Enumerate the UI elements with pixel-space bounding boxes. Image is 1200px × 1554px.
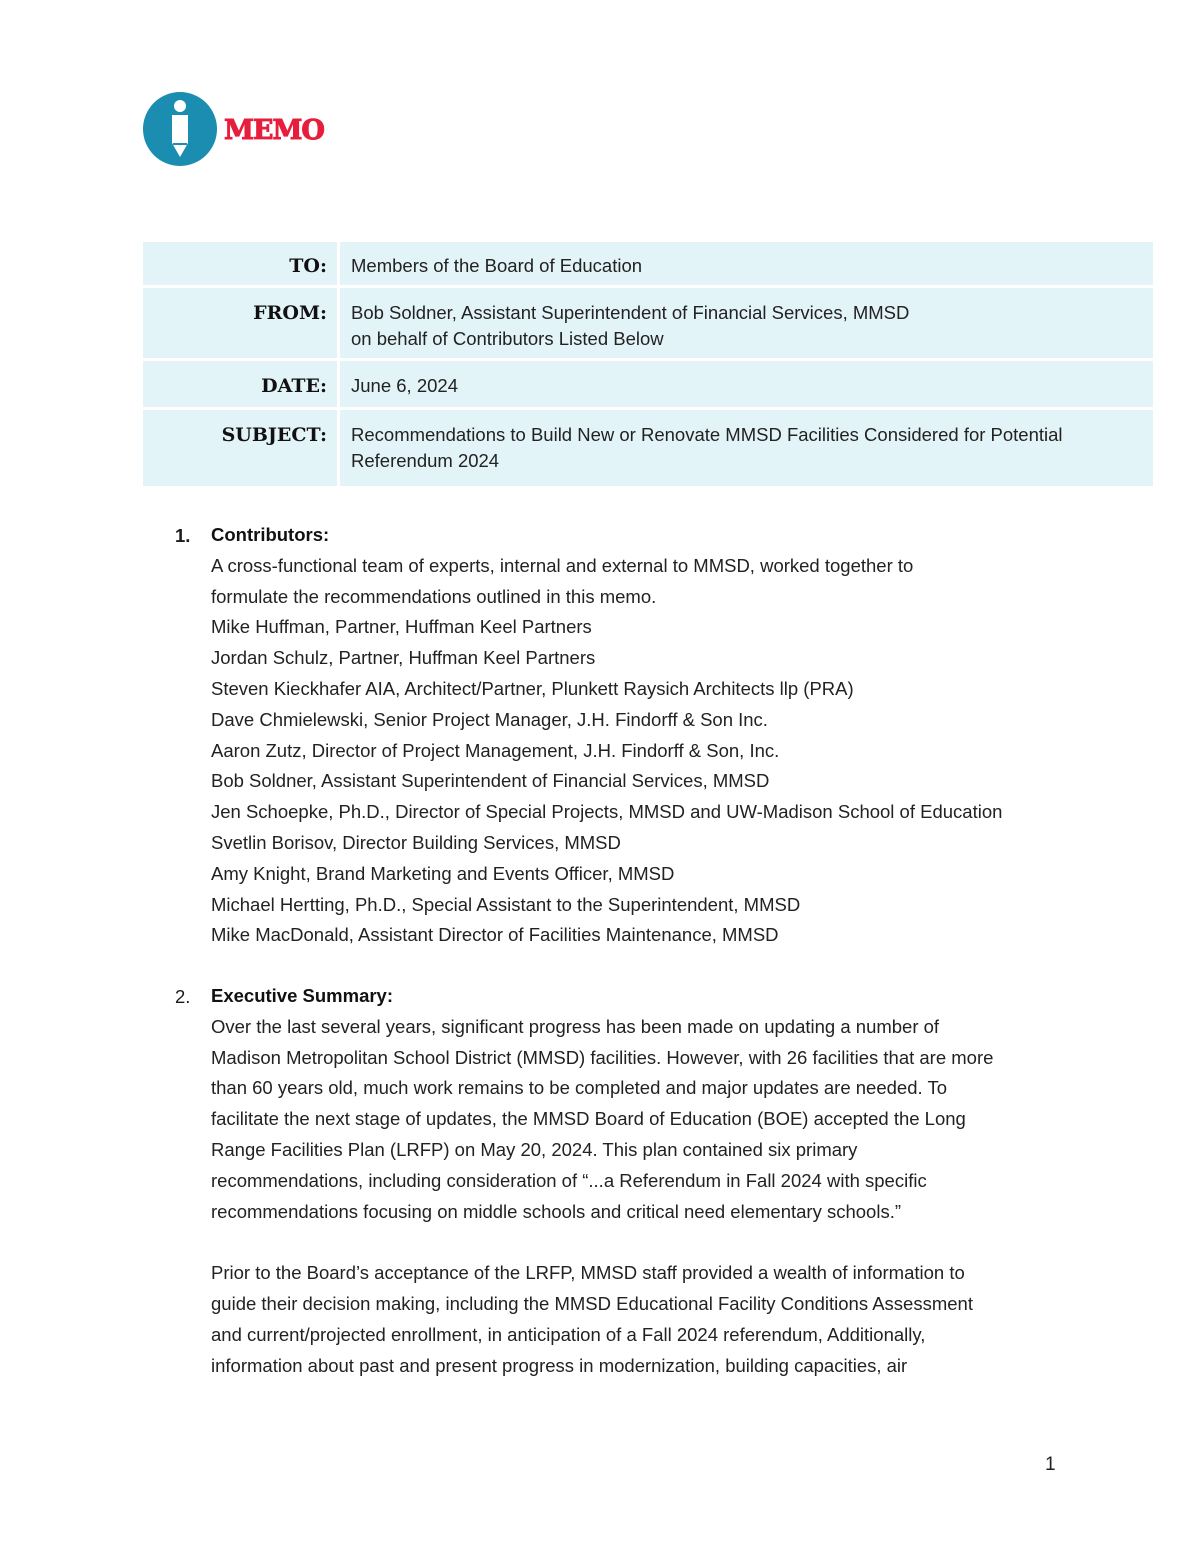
memo-wordmark: MEMO	[224, 114, 324, 146]
summary-line: Over the last several years, significant progress has been made on updating a number of	[211, 1015, 940, 1037]
from-value	[340, 288, 1153, 361]
to-label: TO:	[143, 242, 340, 288]
contributor-item: Bob Soldner, Assistant Superintendent of Financial Services, MMSD	[211, 770, 770, 792]
summary-line: Prior to the Board’s acceptance of the LRFP, MMSD staff provided a wealth of information to	[211, 1262, 965, 1284]
contributor-item: Michael Hertting, Ph.D., Special Assistant to the Superintendent, MMSD	[211, 893, 801, 915]
section-number: 2.	[175, 986, 191, 1007]
contributor-item: Jordan Schulz, Partner, Huffman Keel Partners	[211, 647, 596, 669]
subject-value-line: Referendum 2024	[351, 450, 500, 471]
date-row	[143, 361, 1153, 410]
section-body	[211, 520, 1071, 951]
contributor-item: Amy Knight, Brand Marketing and Events Officer, MMSD	[211, 862, 675, 884]
summary-line: guide their decision making, including the MMSD Educational Facility Conditions Assessment	[211, 1292, 973, 1314]
info-pencil-icon	[142, 91, 218, 167]
summary-line: facilitate the next stage of updates, the MMSD Board of Education (BOE) accepted the Long	[211, 1108, 966, 1130]
contributor-item: Steven Kieckhafer AIA, Architect/Partner, Plunkett Raysich Architects llp (PRA)	[211, 677, 854, 699]
from-value-line: on behalf of Contributors Listed Below	[351, 328, 664, 349]
summary-paragraph	[211, 1012, 1071, 1228]
intro-line: A cross-functional team of experts, internal and external to MMSD, worked together to	[211, 554, 914, 576]
to-row	[143, 242, 1153, 288]
section-title: Executive Summary:	[211, 985, 394, 1006]
memo-logo	[142, 90, 324, 168]
memo-header-table	[143, 242, 1153, 486]
intro-line: formulate the recommendations outlined in this memo.	[211, 585, 657, 607]
from-row	[143, 288, 1153, 361]
contributor-item: Mike Huffman, Partner, Huffman Keel Partners	[211, 616, 592, 638]
contributor-item: Jen Schoepke, Ph.D., Director of Special Projects, MMSD and UW-Madison School of Education	[211, 801, 1003, 823]
contributor-item: Svetlin Borisov, Director Building Services, MMSD	[211, 831, 621, 853]
from-label: FROM:	[143, 288, 340, 361]
summary-line: than 60 years old, much work remains to be completed and major updates are needed. To	[211, 1077, 947, 1099]
section-number: 1.	[175, 525, 191, 546]
summary-line: Madison Metropolitan School District (MMSD) facilities. However, with 26 facilities that are more	[211, 1046, 994, 1068]
contributor-item: Aaron Zutz, Director of Project Management, J.H. Findorff & Son, Inc.	[211, 739, 780, 761]
summary-line: recommendations focusing on middle schools and critical need elementary schools.”	[211, 1200, 901, 1222]
contributor-item: Dave Chmielewski, Senior Project Manager, J.H. Findorff & Son Inc.	[211, 708, 768, 730]
subject-value	[340, 410, 1153, 486]
date-value: June 6, 2024	[340, 361, 1153, 410]
summary-line: information about past and present progress in modernization, building capacities, air	[211, 1354, 908, 1376]
contributor-item: Mike MacDonald, Assistant Director of Facilities Maintenance, MMSD	[211, 924, 779, 946]
summary-line: and current/projected enrollment, in anticipation of a Fall 2024 referendum, Additionally,	[211, 1323, 926, 1345]
subject-value-line: Recommendations to Build New or Renovate MMSD Facilities Considered for Potential	[351, 424, 1063, 445]
summary-line: recommendations, including consideration of “...a Referendum in Fall 2024 with specific	[211, 1169, 927, 1191]
section-body	[211, 981, 1071, 1381]
summary-line: Range Facilities Plan (LRFP) on May 20, 2024. This plan contained six primary	[211, 1138, 858, 1160]
page-number: 1	[1045, 1454, 1056, 1475]
subject-label: SUBJECT:	[143, 410, 340, 486]
to-value: Members of the Board of Education	[340, 242, 1153, 288]
section-title: Contributors:	[211, 524, 330, 545]
subject-row	[143, 410, 1153, 486]
from-value-line: Bob Soldner, Assistant Superintendent of Financial Services, MMSD	[351, 302, 910, 323]
date-label: DATE:	[143, 361, 340, 410]
summary-paragraph	[211, 1258, 1071, 1381]
